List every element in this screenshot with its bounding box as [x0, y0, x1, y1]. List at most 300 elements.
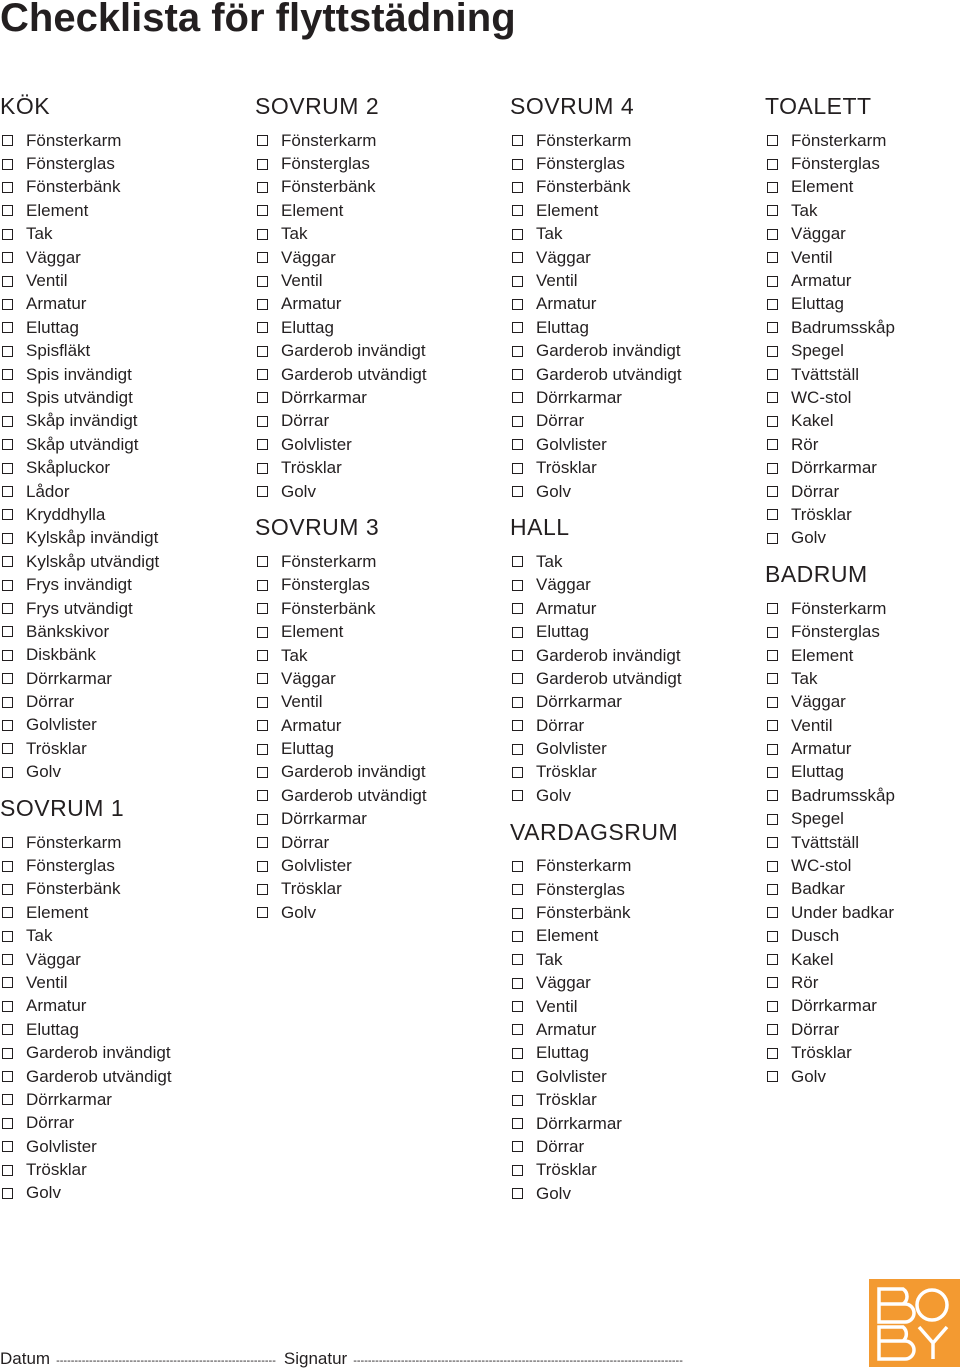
- checkbox[interactable]: [767, 135, 778, 146]
- checklist-item[interactable]: [0, 995, 250, 1018]
- checklist-item[interactable]: [0, 690, 250, 713]
- checkbox[interactable]: [257, 205, 268, 216]
- checklist-item[interactable]: [255, 433, 505, 456]
- checkbox[interactable]: [257, 346, 268, 357]
- checklist-item[interactable]: [510, 620, 760, 643]
- checklist-item[interactable]: [255, 574, 505, 597]
- checkbox[interactable]: [767, 322, 778, 333]
- checklist-item[interactable]: [510, 1135, 760, 1158]
- checklist-item[interactable]: [510, 667, 760, 690]
- checklist-item[interactable]: [255, 831, 505, 854]
- signature-line[interactable]: ------------------------------------------------------------------------------------------: [353, 1355, 683, 1367]
- checklist-item[interactable]: [765, 597, 960, 620]
- checkbox[interactable]: [257, 603, 268, 614]
- checklist-item[interactable]: [510, 480, 760, 503]
- checkbox[interactable]: [512, 439, 523, 450]
- checkbox[interactable]: [767, 182, 778, 193]
- checkbox[interactable]: [512, 1095, 523, 1106]
- checkbox[interactable]: [512, 697, 523, 708]
- checkbox[interactable]: [767, 767, 778, 778]
- checkbox[interactable]: [512, 1071, 523, 1082]
- checkbox[interactable]: [512, 229, 523, 240]
- checklist-item[interactable]: [0, 831, 250, 854]
- checkbox[interactable]: [512, 252, 523, 263]
- checklist-item[interactable]: [765, 456, 960, 479]
- checkbox[interactable]: [767, 392, 778, 403]
- checkbox[interactable]: [512, 861, 523, 872]
- checkbox[interactable]: [767, 533, 778, 544]
- checklist-item[interactable]: [765, 831, 960, 854]
- checkbox[interactable]: [767, 299, 778, 310]
- checkbox[interactable]: [512, 556, 523, 567]
- checkbox[interactable]: [2, 229, 13, 240]
- checklist-item[interactable]: [510, 948, 760, 971]
- checklist-item[interactable]: [0, 456, 250, 479]
- checkbox[interactable]: [767, 1001, 778, 1012]
- checklist-item[interactable]: [255, 901, 505, 924]
- checklist-item[interactable]: [0, 948, 250, 971]
- checklist-item[interactable]: [510, 925, 760, 948]
- checklist-item[interactable]: [765, 667, 960, 690]
- checklist-item[interactable]: [510, 995, 760, 1018]
- checklist-item[interactable]: [510, 574, 760, 597]
- checklist-item[interactable]: [0, 433, 250, 456]
- checklist-item[interactable]: [510, 737, 760, 760]
- checkbox[interactable]: [2, 977, 13, 988]
- checkbox[interactable]: [2, 346, 13, 357]
- checklist-item[interactable]: [765, 410, 960, 433]
- checkbox[interactable]: [257, 580, 268, 591]
- checkbox[interactable]: [2, 463, 13, 474]
- checkbox[interactable]: [512, 603, 523, 614]
- checklist-item[interactable]: [510, 691, 760, 714]
- checklist-item[interactable]: [0, 363, 250, 386]
- checklist-item[interactable]: [765, 363, 960, 386]
- checklist-item[interactable]: [0, 761, 250, 784]
- checklist-item[interactable]: [765, 340, 960, 363]
- checkbox[interactable]: [767, 439, 778, 450]
- checklist-item[interactable]: [0, 667, 250, 690]
- checklist-item[interactable]: [0, 714, 250, 737]
- checkbox[interactable]: [257, 322, 268, 333]
- checklist-item[interactable]: [0, 316, 250, 339]
- checkbox[interactable]: [512, 1141, 523, 1152]
- checklist-item[interactable]: [255, 480, 505, 503]
- checklist-item[interactable]: [765, 1018, 960, 1041]
- checklist-item[interactable]: [510, 855, 760, 878]
- checklist-item[interactable]: [510, 269, 760, 292]
- checkbox[interactable]: [2, 1071, 13, 1082]
- checkbox[interactable]: [2, 673, 13, 684]
- checkbox[interactable]: [767, 907, 778, 918]
- checkbox[interactable]: [767, 369, 778, 380]
- checklist-item[interactable]: [765, 854, 960, 877]
- checklist-item[interactable]: [255, 223, 505, 246]
- checklist-item[interactable]: [0, 527, 250, 550]
- checklist-item[interactable]: [0, 223, 250, 246]
- checkbox[interactable]: [512, 978, 523, 989]
- checkbox[interactable]: [2, 369, 13, 380]
- checkbox[interactable]: [767, 205, 778, 216]
- checkbox[interactable]: [512, 392, 523, 403]
- checkbox[interactable]: [767, 252, 778, 263]
- checklist-item[interactable]: [0, 410, 250, 433]
- checklist-item[interactable]: [0, 597, 250, 620]
- checklist-item[interactable]: [0, 1158, 250, 1181]
- checklist-item[interactable]: [765, 176, 960, 199]
- checkbox[interactable]: [512, 954, 523, 965]
- checkbox[interactable]: [2, 205, 13, 216]
- checkbox[interactable]: [767, 954, 778, 965]
- checklist-item[interactable]: [255, 176, 505, 199]
- checklist-item[interactable]: [765, 152, 960, 175]
- checkbox[interactable]: [257, 135, 268, 146]
- checkbox[interactable]: [257, 673, 268, 684]
- checklist-item[interactable]: [510, 316, 760, 339]
- checkbox[interactable]: [257, 392, 268, 403]
- checkbox[interactable]: [512, 299, 523, 310]
- checklist-item[interactable]: [255, 316, 505, 339]
- checkbox[interactable]: [257, 556, 268, 567]
- checkbox[interactable]: [767, 463, 778, 474]
- checkbox[interactable]: [2, 1024, 13, 1035]
- checklist-item[interactable]: [255, 808, 505, 831]
- checklist-item[interactable]: [0, 573, 250, 596]
- checkbox[interactable]: [2, 252, 13, 263]
- checklist-item[interactable]: [255, 644, 505, 667]
- checkbox[interactable]: [512, 369, 523, 380]
- checkbox[interactable]: [512, 884, 523, 895]
- checkbox[interactable]: [512, 1188, 523, 1199]
- checkbox[interactable]: [257, 814, 268, 825]
- checkbox[interactable]: [512, 650, 523, 661]
- checkbox[interactable]: [512, 673, 523, 684]
- checklist-item[interactable]: [510, 246, 760, 269]
- checkbox[interactable]: [2, 1165, 13, 1176]
- checkbox[interactable]: [767, 346, 778, 357]
- checklist-item[interactable]: [510, 1112, 760, 1135]
- checklist-item[interactable]: [255, 620, 505, 643]
- checkbox[interactable]: [2, 1141, 13, 1152]
- checklist-item[interactable]: [255, 199, 505, 222]
- checklist-item[interactable]: [255, 784, 505, 807]
- checklist-item[interactable]: [255, 761, 505, 784]
- checklist-item[interactable]: [510, 550, 760, 573]
- checklist-item[interactable]: [0, 246, 250, 269]
- checkbox[interactable]: [257, 720, 268, 731]
- checkbox[interactable]: [2, 276, 13, 287]
- checklist-item[interactable]: [765, 644, 960, 667]
- checklist-item[interactable]: [255, 152, 505, 175]
- checkbox[interactable]: [257, 439, 268, 450]
- checklist-item[interactable]: [510, 901, 760, 924]
- checkbox[interactable]: [2, 299, 13, 310]
- checklist-item[interactable]: [765, 527, 960, 550]
- checklist-item[interactable]: [510, 1018, 760, 1041]
- checkbox[interactable]: [767, 627, 778, 638]
- checklist-item[interactable]: [765, 503, 960, 526]
- checkbox[interactable]: [2, 1118, 13, 1129]
- checkbox[interactable]: [257, 463, 268, 474]
- checkbox[interactable]: [2, 556, 13, 567]
- checklist-item[interactable]: [255, 246, 505, 269]
- checkbox[interactable]: [2, 439, 13, 450]
- checklist-item[interactable]: [510, 1182, 760, 1205]
- checkbox[interactable]: [767, 416, 778, 427]
- checkbox[interactable]: [257, 416, 268, 427]
- checklist-item[interactable]: [0, 269, 250, 292]
- checkbox[interactable]: [512, 346, 523, 357]
- checklist-item[interactable]: [510, 199, 760, 222]
- checklist-item[interactable]: [765, 1041, 960, 1064]
- checkbox[interactable]: [257, 252, 268, 263]
- checkbox[interactable]: [257, 369, 268, 380]
- checklist-item[interactable]: [0, 854, 250, 877]
- checkbox[interactable]: [767, 977, 778, 988]
- checkbox[interactable]: [512, 908, 523, 919]
- checkbox[interactable]: [767, 931, 778, 942]
- checkbox[interactable]: [2, 135, 13, 146]
- checkbox[interactable]: [767, 790, 778, 801]
- checkbox[interactable]: [767, 861, 778, 872]
- checkbox[interactable]: [2, 603, 13, 614]
- checkbox[interactable]: [512, 416, 523, 427]
- checkbox[interactable]: [512, 1048, 523, 1059]
- checklist-item[interactable]: [765, 246, 960, 269]
- checkbox[interactable]: [2, 837, 13, 848]
- checklist-item[interactable]: [510, 761, 760, 784]
- checkbox[interactable]: [2, 626, 13, 637]
- checkbox[interactable]: [767, 744, 778, 755]
- checkbox[interactable]: [2, 533, 13, 544]
- checkbox[interactable]: [512, 1165, 523, 1176]
- checklist-item[interactable]: [765, 269, 960, 292]
- checklist-item[interactable]: [765, 737, 960, 760]
- checkbox[interactable]: [767, 276, 778, 287]
- checklist-item[interactable]: [510, 878, 760, 901]
- checkbox[interactable]: [767, 159, 778, 170]
- checkbox[interactable]: [767, 697, 778, 708]
- checklist-item[interactable]: [765, 480, 960, 503]
- checkbox[interactable]: [2, 650, 13, 661]
- checkbox[interactable]: [512, 276, 523, 287]
- checkbox[interactable]: [512, 720, 523, 731]
- checkbox[interactable]: [2, 743, 13, 754]
- checkbox[interactable]: [512, 463, 523, 474]
- checklist-item[interactable]: [510, 644, 760, 667]
- checklist-item[interactable]: [765, 948, 960, 971]
- checkbox[interactable]: [2, 416, 13, 427]
- checkbox[interactable]: [512, 1024, 523, 1035]
- checkbox[interactable]: [512, 790, 523, 801]
- checkbox[interactable]: [767, 650, 778, 661]
- checkbox[interactable]: [257, 182, 268, 193]
- checklist-item[interactable]: [0, 620, 250, 643]
- checkbox[interactable]: [257, 767, 268, 778]
- checklist-item[interactable]: [510, 363, 760, 386]
- checkbox[interactable]: [257, 650, 268, 661]
- checkbox[interactable]: [2, 580, 13, 591]
- checkbox[interactable]: [512, 1118, 523, 1129]
- checklist-item[interactable]: [0, 340, 250, 363]
- checkbox[interactable]: [512, 159, 523, 170]
- checkbox[interactable]: [512, 627, 523, 638]
- checklist-item[interactable]: [0, 1088, 250, 1111]
- checklist-item[interactable]: [255, 363, 505, 386]
- checklist-item[interactable]: [0, 176, 250, 199]
- checkbox[interactable]: [257, 299, 268, 310]
- checklist-item[interactable]: [765, 620, 960, 643]
- checkbox[interactable]: [257, 697, 268, 708]
- checklist-item[interactable]: [255, 386, 505, 409]
- checkbox[interactable]: [2, 697, 13, 708]
- checklist-item[interactable]: [255, 550, 505, 573]
- checkbox[interactable]: [257, 159, 268, 170]
- checklist-item[interactable]: [0, 1135, 250, 1158]
- checklist-item[interactable]: [765, 433, 960, 456]
- checklist-item[interactable]: [765, 293, 960, 316]
- checklist-item[interactable]: [0, 737, 250, 760]
- checklist-item[interactable]: [255, 878, 505, 901]
- checkbox[interactable]: [257, 790, 268, 801]
- checkbox[interactable]: [767, 1048, 778, 1059]
- checklist-item[interactable]: [765, 784, 960, 807]
- checklist-item[interactable]: [0, 971, 250, 994]
- checkbox[interactable]: [512, 767, 523, 778]
- checklist-item[interactable]: [765, 971, 960, 994]
- checklist-item[interactable]: [510, 293, 760, 316]
- checkbox[interactable]: [257, 837, 268, 848]
- checklist-item[interactable]: [255, 340, 505, 363]
- checklist-item[interactable]: [510, 152, 760, 175]
- checklist-item[interactable]: [510, 456, 760, 479]
- checkbox[interactable]: [767, 603, 778, 614]
- checklist-item[interactable]: [0, 152, 250, 175]
- checklist-item[interactable]: [255, 691, 505, 714]
- checkbox[interactable]: [2, 509, 13, 520]
- checklist-item[interactable]: [765, 925, 960, 948]
- checklist-item[interactable]: [510, 176, 760, 199]
- checkbox[interactable]: [767, 673, 778, 684]
- checklist-item[interactable]: [255, 737, 505, 760]
- checklist-item[interactable]: [510, 433, 760, 456]
- checklist-item[interactable]: [510, 1042, 760, 1065]
- checkbox[interactable]: [2, 159, 13, 170]
- checklist-item[interactable]: [510, 129, 760, 152]
- checklist-item[interactable]: [0, 878, 250, 901]
- checklist-item[interactable]: [255, 667, 505, 690]
- checklist-item[interactable]: [510, 410, 760, 433]
- checklist-item[interactable]: [0, 550, 250, 573]
- checklist-item[interactable]: [765, 386, 960, 409]
- checkbox[interactable]: [512, 486, 523, 497]
- checklist-item[interactable]: [510, 1065, 760, 1088]
- checkbox[interactable]: [257, 907, 268, 918]
- checklist-item[interactable]: [255, 854, 505, 877]
- checklist-item[interactable]: [510, 972, 760, 995]
- checkbox[interactable]: [257, 861, 268, 872]
- checkbox[interactable]: [2, 954, 13, 965]
- checkbox[interactable]: [2, 322, 13, 333]
- checklist-item[interactable]: [255, 597, 505, 620]
- checklist-item[interactable]: [765, 808, 960, 831]
- checklist-item[interactable]: [765, 761, 960, 784]
- checklist-item[interactable]: [0, 1112, 250, 1135]
- checkbox[interactable]: [2, 1188, 13, 1199]
- checklist-item[interactable]: [510, 386, 760, 409]
- checkbox[interactable]: [512, 205, 523, 216]
- checklist-item[interactable]: [765, 199, 960, 222]
- checklist-item[interactable]: [0, 199, 250, 222]
- checklist-item[interactable]: [0, 1182, 250, 1205]
- checkbox[interactable]: [257, 884, 268, 895]
- checkbox[interactable]: [257, 486, 268, 497]
- checklist-item[interactable]: [0, 129, 250, 152]
- checklist-item[interactable]: [0, 293, 250, 316]
- checklist-item[interactable]: [255, 129, 505, 152]
- checklist-item[interactable]: [0, 925, 250, 948]
- checklist-item[interactable]: [765, 691, 960, 714]
- checklist-item[interactable]: [510, 714, 760, 737]
- checklist-item[interactable]: [765, 878, 960, 901]
- checkbox[interactable]: [512, 135, 523, 146]
- checkbox[interactable]: [2, 861, 13, 872]
- checklist-item[interactable]: [0, 503, 250, 526]
- checklist-item[interactable]: [765, 995, 960, 1018]
- checklist-item[interactable]: [0, 1041, 250, 1064]
- checkbox[interactable]: [512, 1001, 523, 1012]
- checkbox[interactable]: [767, 720, 778, 731]
- checkbox[interactable]: [767, 814, 778, 825]
- checkbox[interactable]: [2, 1094, 13, 1105]
- checkbox[interactable]: [257, 276, 268, 287]
- checkbox[interactable]: [512, 931, 523, 942]
- checklist-item[interactable]: [510, 223, 760, 246]
- checkbox[interactable]: [257, 744, 268, 755]
- checklist-item[interactable]: [255, 714, 505, 737]
- checklist-item[interactable]: [765, 316, 960, 339]
- checklist-item[interactable]: [0, 1065, 250, 1088]
- checkbox[interactable]: [2, 931, 13, 942]
- checklist-item[interactable]: [765, 1065, 960, 1088]
- checkbox[interactable]: [767, 837, 778, 848]
- checklist-item[interactable]: [0, 644, 250, 667]
- checklist-item[interactable]: [510, 784, 760, 807]
- checklist-item[interactable]: [765, 223, 960, 246]
- checkbox[interactable]: [767, 1071, 778, 1082]
- checkbox[interactable]: [2, 907, 13, 918]
- checklist-item[interactable]: [0, 480, 250, 503]
- checkbox[interactable]: [2, 720, 13, 731]
- checkbox[interactable]: [767, 884, 778, 895]
- checklist-item[interactable]: [255, 269, 505, 292]
- date-line[interactable]: ------------------------------------------------------------: [56, 1355, 276, 1367]
- checklist-item[interactable]: [0, 901, 250, 924]
- checkbox[interactable]: [2, 486, 13, 497]
- checkbox[interactable]: [512, 322, 523, 333]
- checklist-item[interactable]: [0, 1018, 250, 1041]
- checklist-item[interactable]: [255, 410, 505, 433]
- checkbox[interactable]: [2, 182, 13, 193]
- checklist-item[interactable]: [510, 597, 760, 620]
- checklist-item[interactable]: [510, 340, 760, 363]
- checkbox[interactable]: [767, 229, 778, 240]
- checklist-item[interactable]: [255, 456, 505, 479]
- checklist-item[interactable]: [510, 1159, 760, 1182]
- checklist-item[interactable]: [765, 129, 960, 152]
- checklist-item[interactable]: [765, 714, 960, 737]
- checkbox[interactable]: [257, 229, 268, 240]
